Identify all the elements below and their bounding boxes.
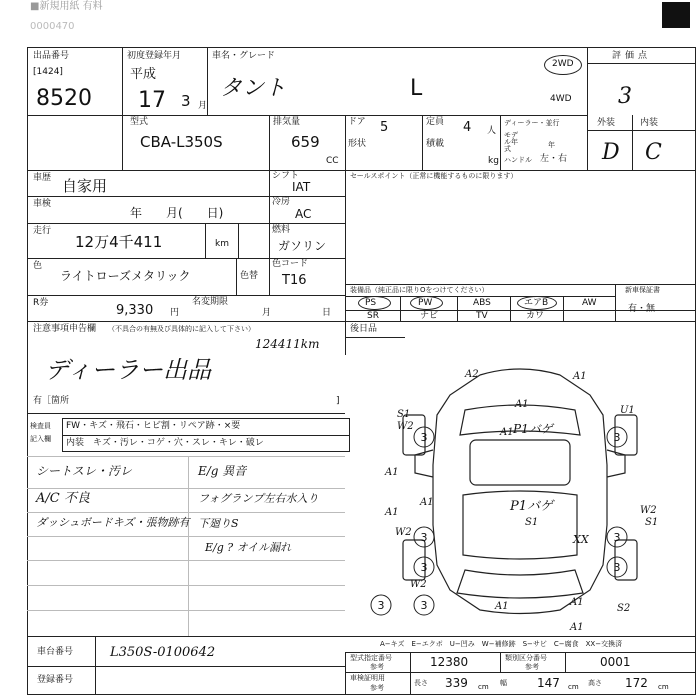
label-a1-door: A1 — [420, 497, 434, 508]
usage-value: 自家用 — [62, 177, 108, 195]
tax-label: 名変期限 — [192, 297, 229, 307]
type-label: 型式 — [130, 117, 149, 127]
model-year-label: モデル年式 — [504, 131, 518, 153]
repair-bracket: ] — [336, 396, 340, 406]
tire-rr: 3 — [613, 531, 621, 544]
label-w2-bottom: W2 — [410, 579, 427, 590]
remark-2: A/C 不良 — [36, 491, 90, 506]
grade-rear-roof: P1バゲ — [510, 499, 554, 514]
class-code-sub: 参考 — [525, 663, 539, 671]
equip-ps-circle — [358, 296, 391, 310]
label-s1-right: S1 — [645, 517, 659, 528]
capacity-value: 4 — [463, 120, 472, 135]
remark-7: E/g ? オイル漏れ — [205, 541, 292, 554]
handle-label: ハンドル — [504, 156, 532, 164]
label-a1-wind: A1 — [500, 427, 514, 438]
doors-label: ドア — [348, 117, 366, 127]
equip-pw: PW — [418, 298, 433, 308]
dimensions-sub: 参考 — [370, 684, 384, 692]
inspector-row-2: 内装 キズ・汚レ・コゲ・穴・スレ・キレ・破レ — [66, 438, 264, 448]
grade-roof: P1バゲ — [513, 422, 553, 436]
name-label: 車名・グレード — [212, 51, 276, 61]
type-value: CBA-L350S — [140, 133, 223, 151]
r-coupon-value: 9,330 — [116, 303, 154, 318]
drive-2wd: 2WD — [552, 59, 574, 69]
color-code-label: 色コード — [272, 259, 309, 269]
label-a1-left: A1 — [385, 467, 399, 478]
handle-value: 左・右 — [540, 154, 568, 164]
equip-abs: ABS — [473, 298, 491, 308]
class-code-value: 0001 — [600, 655, 631, 669]
inspector-label-1: 検査員 — [30, 422, 51, 430]
width-label: 幅 — [500, 679, 507, 687]
length-label: 長さ — [414, 679, 428, 687]
remark-1: シートスレ・汚レ — [36, 464, 132, 478]
mileage-unit: km — [215, 239, 229, 249]
chassis-label: 車台番号 — [37, 647, 74, 657]
displacement-value: 659 — [291, 133, 320, 151]
capacity-label: 定員 — [426, 117, 445, 127]
width-unit: cm — [568, 683, 579, 691]
length-value: 339 — [445, 676, 468, 690]
equip-tv: TV — [476, 311, 488, 321]
equip-sr: SR — [367, 311, 379, 321]
equip-pw-circle — [410, 296, 443, 310]
color-label: 色 — [33, 261, 43, 271]
type-designation-label: 型式指定番号 — [350, 654, 392, 662]
lot-session: [1424] — [33, 67, 63, 77]
tire-rl: 3 — [420, 531, 428, 544]
r-coupon-unit: 円 — [170, 308, 180, 318]
interior-label: 内装 — [640, 118, 659, 128]
inspector-label-2: 記入欄 — [30, 435, 51, 443]
corner-marker — [662, 2, 690, 28]
label-a1-top: A1 — [573, 371, 587, 382]
mileage-label: 走行 — [33, 226, 52, 236]
remark-5: フォグランプ左右水入り — [198, 492, 319, 505]
inspector-row-1: FW・キズ・飛石・ヒビ割・リペア跡・×要 — [66, 421, 241, 431]
car-damage-diagram — [345, 355, 696, 636]
remark-6: 下廻りS — [198, 517, 239, 530]
lot-label: 出品番号 — [33, 51, 70, 61]
tire-rr2: 3 — [613, 561, 621, 574]
length-unit: cm — [478, 683, 489, 691]
warranty-label: 新車保証書 — [625, 286, 660, 294]
type-designation-sub: 参考 — [370, 663, 384, 671]
shift-value: IAT — [292, 180, 311, 194]
label-a1-hood: A1 — [515, 399, 529, 410]
label-w2-left2: W2 — [395, 527, 412, 538]
notes-label: 注意事項申告欄 — [33, 324, 97, 334]
tax-day: 日 — [322, 308, 332, 318]
repair-label-value: 有［箇所 — [33, 396, 70, 406]
equip-ps: PS — [365, 298, 377, 308]
displacement-label: 排気量 — [273, 117, 301, 127]
r-coupon-label: R券 — [33, 298, 49, 308]
displacement-unit: CC — [326, 156, 339, 166]
grade-s1: S1 — [525, 517, 539, 528]
label-w2-right: W2 — [640, 505, 657, 516]
registration-month: 3 — [181, 92, 191, 110]
type-designation-value: 12380 — [430, 655, 469, 669]
remark-3: ダッシュボードキズ・張物跡有 — [36, 516, 190, 529]
car-model: タント — [220, 76, 287, 101]
ac-value: AC — [295, 207, 312, 221]
ac-label: 冷房 — [272, 197, 291, 207]
label-s1-left: S1 — [397, 409, 411, 420]
equip-aw: AW — [582, 298, 597, 308]
notes-mileage: 124411km — [255, 337, 320, 351]
shift-label: シフト — [272, 171, 300, 181]
exterior-value: D — [602, 140, 620, 165]
grade-xx: XX — [573, 533, 589, 546]
lot-number: 8520 — [36, 86, 92, 111]
tax-month: 月 — [262, 308, 272, 318]
class-code-label: 類別区分番号 — [505, 654, 547, 662]
equip-navi: ナビ — [420, 311, 439, 321]
doors-value: 5 — [380, 120, 389, 135]
car-grade: L — [410, 76, 423, 101]
equip-leather: カワ — [526, 311, 545, 321]
equip-airbag: エアB — [524, 298, 549, 308]
capacity-unit: 人 — [487, 126, 497, 136]
usage-label: 車歴 — [33, 173, 52, 183]
label-a2: A2 — [465, 369, 479, 380]
fuel-value: ガソリン — [278, 239, 327, 253]
notes-sub: （不具合の有無及び具体的に記入して下さい） — [108, 325, 255, 333]
label-a1-bottom: A1 — [570, 622, 584, 633]
tire-fl: 3 — [420, 431, 428, 444]
warranty-value: 有・無 — [628, 304, 656, 314]
tire-fr: 3 — [613, 431, 621, 444]
label-s2: S2 — [617, 603, 631, 614]
dimensions-label: 車検証明用 — [350, 674, 385, 682]
exterior-label: 外装 — [597, 118, 616, 128]
top-faint-label: ■新規用紙 有料 — [30, 1, 103, 12]
load-label: 積載 — [426, 139, 445, 149]
score-value: 3 — [618, 84, 632, 109]
registration-label: 初度登録年月 — [127, 51, 182, 61]
chassis-value: L350S-0100642 — [110, 645, 216, 660]
registration-era: 平成 — [130, 67, 157, 82]
height-unit: cm — [658, 683, 669, 691]
label-a1-rear: A1 — [495, 601, 509, 612]
notes-dealer: ディーラー出品 — [45, 356, 212, 384]
after-fit-label: 後日品 — [350, 324, 378, 334]
mileage-value: 12万4千411 — [75, 233, 163, 251]
drive-4wd: 4WD — [550, 94, 572, 104]
tire-rl2: 3 — [420, 561, 428, 574]
fuel-label: 燃料 — [272, 225, 291, 235]
label-u1: U1 — [620, 405, 635, 416]
color-code-value: T16 — [282, 273, 307, 288]
equip-airbag-circle — [517, 296, 557, 310]
equipment-label: 装備品（純正品に限りOをつけてください） — [350, 286, 489, 294]
shape-label: 形状 — [348, 139, 367, 149]
tire-spare: 3 — [420, 599, 428, 612]
model-year-unit: 年 — [548, 141, 555, 149]
load-unit: kg — [488, 156, 499, 166]
color-value: ライトローズメタリック — [60, 269, 191, 283]
dealer-label: ディーラー・並行 — [504, 119, 560, 127]
label-w2-left: W2 — [397, 421, 414, 432]
reg-no-label: 登録番号 — [37, 675, 74, 685]
sales-point-label: セールスポイント（正常に機能するものに限ります） — [350, 172, 518, 180]
damage-legend: A−キズ E−エクボ U−凹み W−補修跡 S−サビ C−腐食 XX−交換済 — [380, 640, 623, 648]
remark-4: E/g 異音 — [198, 464, 247, 478]
label-a1-left2: A1 — [385, 507, 399, 518]
registration-month-unit: 月 — [198, 101, 208, 111]
height-label: 高さ — [588, 679, 602, 687]
width-value: 147 — [537, 676, 560, 690]
score-label: 評価点 — [612, 51, 652, 61]
top-faint-code: 0000470 — [30, 21, 75, 32]
label-a1-rear2: A1 — [570, 597, 584, 608]
inspection-label: 車検 — [33, 199, 52, 209]
tire-extra: 3 — [377, 599, 385, 612]
color-change-label: 色替 — [240, 271, 259, 281]
inspection-text: 年 月( 日) — [130, 206, 224, 220]
height-value: 172 — [625, 676, 648, 690]
interior-value: C — [645, 140, 662, 165]
registration-year: 17 — [138, 88, 166, 113]
